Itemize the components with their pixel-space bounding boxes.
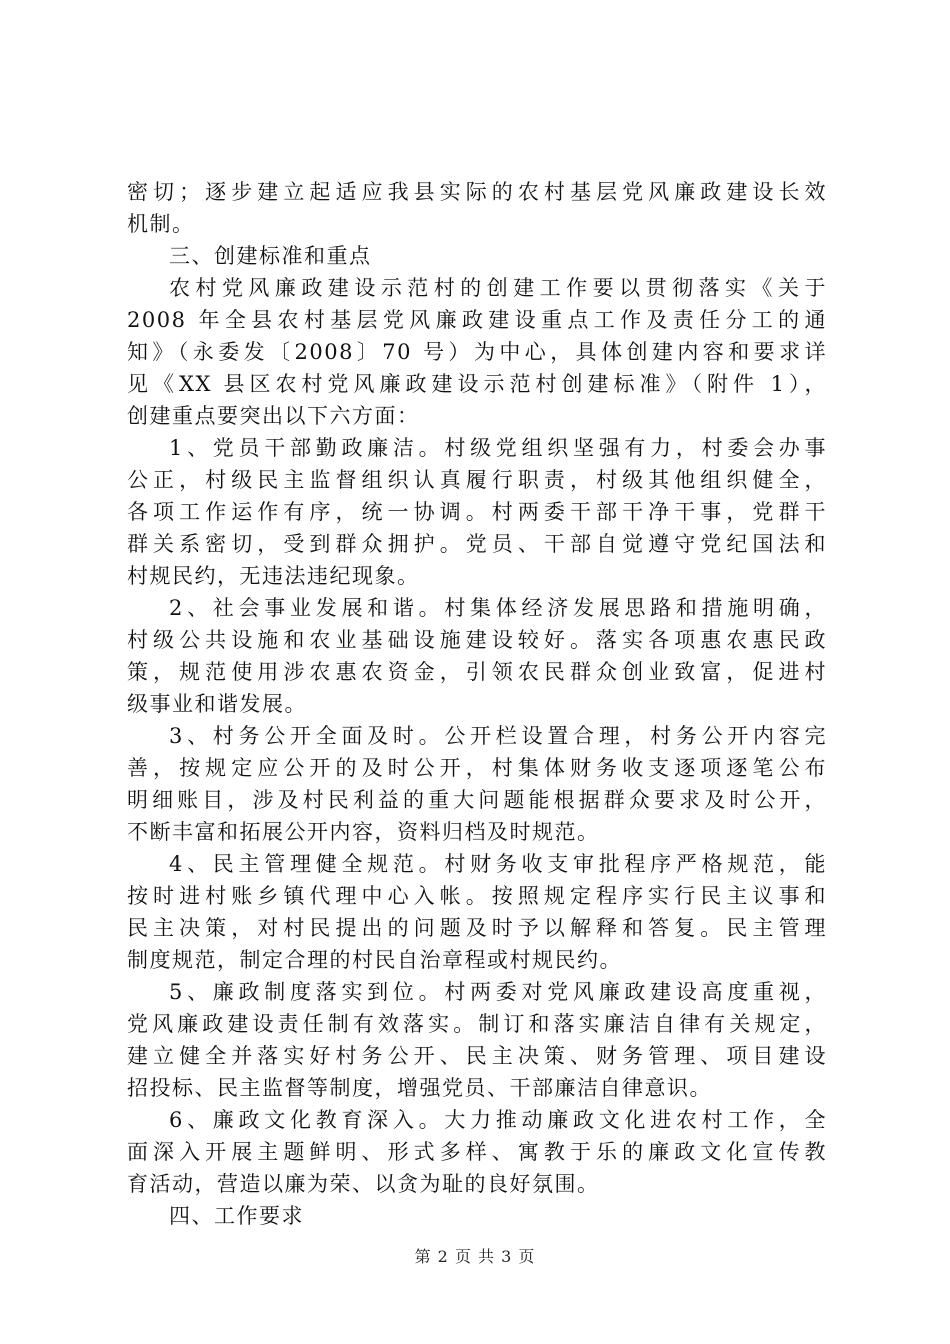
text-line: 创建重点要突出以下六方面： [127, 404, 420, 428]
text-line: 策，规范使用涉农惠农资金，引领农民群众创业致富，促进村 [127, 660, 827, 684]
text-line: 6、廉政文化教育深入。大力推动廉政文化进农村工作，全 [169, 1108, 827, 1132]
text-line: 见《XX 县区农村党风廉政建设示范村创建标准》（附件 1）， [127, 372, 827, 396]
text-line: 3、村务公开全面及时。公开栏设置合理，村务公开内容完 [169, 724, 827, 748]
text-line: 5、廉政制度落实到位。村两委对党风廉政建设高度重视， [169, 980, 827, 1004]
text-line: 面深入开展主题鲜明、形式多样、寓教于乐的廉政文化宣传教 [127, 1140, 827, 1164]
text-line: 公正，村级民主监督组织认真履行职责，村级其他组织健全， [127, 468, 827, 492]
text-line: 群关系密切，受到群众拥护。党员、干部自觉遵守党纪国法和 [127, 532, 827, 556]
text-line: 机制。 [127, 212, 195, 236]
text-line: 四、工作要求 [169, 1204, 304, 1228]
text-line: 善，按规定应公开的及时公开，村集体财务收支逐项逐笔公布 [127, 756, 827, 780]
text-line: 建立健全并落实好村务公开、民主决策、财务管理、项目建设 [127, 1044, 827, 1068]
text-line: 村级公共设施和农业基础设施建设较好。落实各项惠农惠民政 [127, 628, 827, 652]
text-line: 各项工作运作有序，统一协调。村两委干部干净干事，党群干 [127, 500, 827, 524]
text-line: 2、社会事业发展和谐。村集体经济发展思路和措施明确， [169, 596, 827, 620]
text-line: 按时进村账乡镇代理中心入帐。按照规定程序实行民主议事和 [127, 884, 827, 908]
text-line: 知》（永委发〔2008〕70 号）为中心，具体创建内容和要求详 [127, 340, 827, 364]
text-line: 制度规范，制定合理的村民自治章程或村规民约。 [127, 948, 622, 972]
text-line: 村规民约，无违法违纪现象。 [127, 564, 420, 588]
text-line: 民主决策，对村民提出的问题及时予以解释和答复。民主管理 [127, 916, 827, 940]
text-line: 招投标、民主监督等制度，增强党员、干部廉洁自律意识。 [127, 1076, 712, 1100]
text-line: 农村党风廉政建设示范村的创建工作要以贯彻落实《关于 [169, 276, 827, 300]
page-footer: 第 2 页 共 3 页 [414, 1247, 536, 1266]
text-line: 级事业和谐发展。 [127, 692, 307, 716]
text-line: 4、民主管理健全规范。村财务收支审批程序严格规范，能 [169, 852, 827, 876]
text-line: 育活动，营造以廉为荣、以贪为耻的良好氛围。 [127, 1172, 600, 1196]
text-line: 党风廉政建设责任制有效落实。制订和落实廉洁自律有关规定， [127, 1012, 827, 1036]
text-line: 1、党员干部勤政廉洁。村级党组织坚强有力，村委会办事 [169, 436, 827, 460]
text-line: 明细账目，涉及村民利益的重大问题能根据群众要求及时公开， [127, 788, 827, 812]
text-line: 三、创建标准和重点 [169, 244, 372, 268]
text-line: 2008 年全县农村基层党风廉政建设重点工作及责任分工的通 [127, 308, 827, 332]
text-line: 不断丰富和拓展公开内容，资料归档及时规范。 [127, 820, 600, 844]
text-line: 密切；逐步建立起适应我县实际的农村基层党风廉政建设长效 [127, 180, 827, 204]
document-body [127, 176, 827, 1232]
